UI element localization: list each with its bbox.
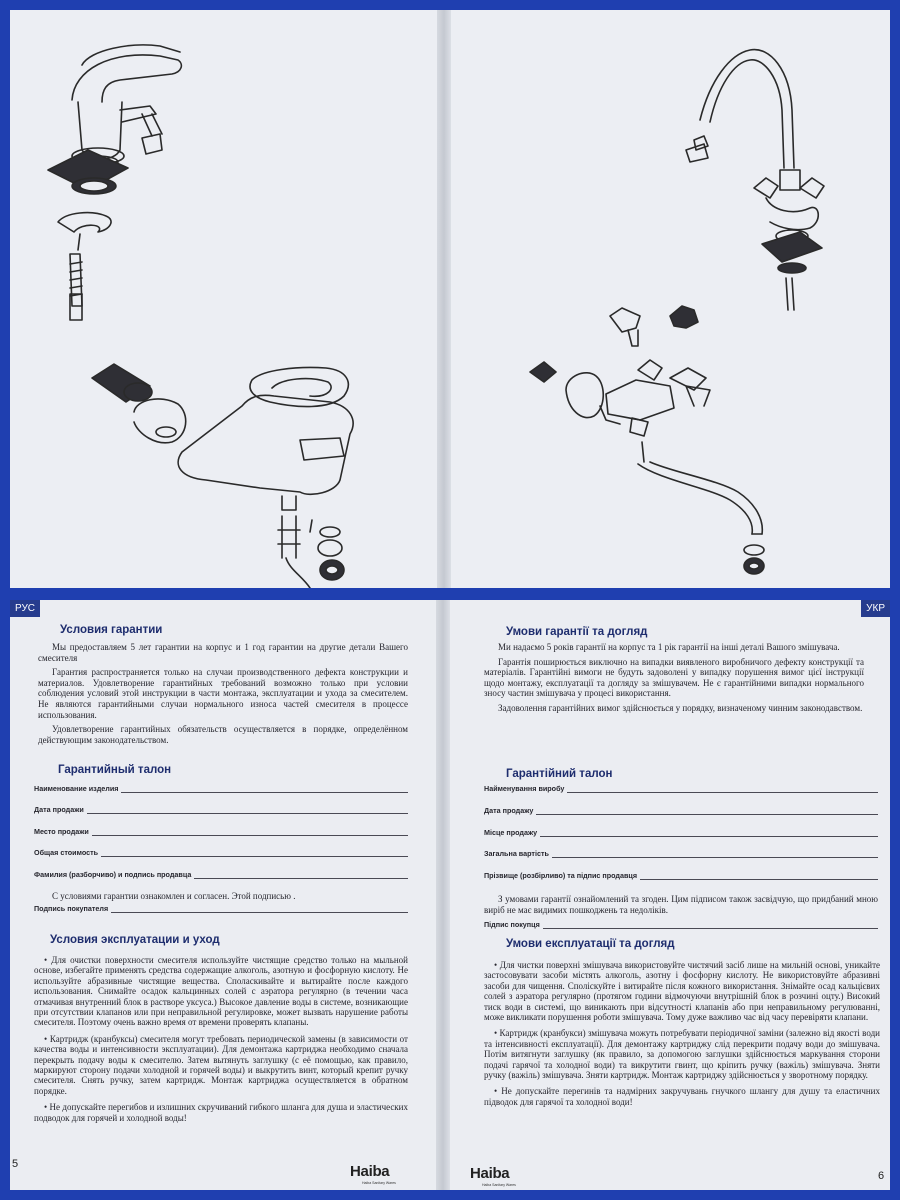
care-list xyxy=(484,960,880,1113)
warranty-card-title: Гарантійний талон xyxy=(506,768,613,780)
field-product-name: Найменування виробу xyxy=(484,784,878,793)
field-sale-place: Место продажи xyxy=(34,827,408,836)
basin-mixer-exploded-view xyxy=(48,45,181,320)
page-right-ua xyxy=(450,600,890,1190)
warranty-text xyxy=(484,642,864,718)
care-item: • Картридж (кранбукси) змішувача можуть потребувати періодичної заміни (залежно від якості води та інтенсивності експлуатації). Для демонтажу картриджу слід перекрити подачу води до змішувача. Потім витягнути заглушку (як правило, за допомогою заглушки здійснюється маркування сторони подачі гарячої та холодної води) та викрутити гвинт, що кріпить ручку (важіль) змішувача. Зняти ручку (важіль) змішувача. Зняти картридж. Монтаж картриджу здійснюється у зворотному порядку. xyxy=(484,1028,880,1081)
language-tab: РУС xyxy=(10,600,40,617)
field-total-price: Общая стоимость xyxy=(34,848,408,857)
kitchen-mixer-two-handle-swivel-spout xyxy=(686,50,824,310)
warranty-title: Условия гарантии xyxy=(60,624,163,636)
agreement-text: С условиями гарантии ознакомлен и согласен. Этой подписью . xyxy=(52,891,296,901)
warranty-paragraph: Гарантія поширюється виключно на випадки виявленого виробничого дефекту конструкцiї та матеріалів. Гарантійні вимоги не будуть задоволені у випадку порушення вимог цієї інструкції щодо монтажу, експлуатації та догляду за змішувачем. Не є гарантійними випадки нормального зносу частин змішувача у процесі використання. xyxy=(484,656,864,699)
warranty-paragraph: Гарантия распространяется только на случаи производственного дефекта конструкции и материалов. Удовлетворение гарантийных требований возможно только при условии соблюдения условий этой инструкции в части монтажа, эксплуатации и ухода за смесителем. Не являются гарантийными случаи нормального износа частей смесителя в процессе использования. xyxy=(38,667,408,720)
field-seller-signature: Прізвище (розбірливо) та підпис продавця xyxy=(484,871,878,880)
field-sale-date: Дата продажи xyxy=(34,805,408,814)
language-tab: УКР xyxy=(861,600,890,617)
field-total-price: Загальна вартість xyxy=(484,849,878,858)
brand-logo: Haiba xyxy=(350,1163,390,1180)
field-buyer-signature: Підпис покупця xyxy=(484,920,878,929)
care-item: • Для чистки поверхні змішувача використовуйте чистячий засіб лише на мильній основі, уникайте застосовувати засоби містять алкоголь, азотну і фосфорну кислоту. Не використовуйте абразивні засоби для чищення. Споліскуйте і витирайте після кожного використання. Знімайте осад кальцієвих солей з аэратора регулярно (протягом години відмочуючи внутрішній блок в розчині оцту.) Високий тиск води в системі, що виникають при відсутності клапанів або при неправильному регулюванні, може викликати порушення роботи змішувача. Тому дуже важливо час від часу перевіряти клапани. xyxy=(484,960,880,1023)
page-fold xyxy=(436,600,450,1190)
care-item: • Картридж (кранбуксы) смесителя могут требовать периодической замены (в зависимости от качества воды и интенсивности эксплуатации). Для демонтажа картриджа необходимо сначала перекрыть подачу воды к смесителю. Затем вытянуть заглушку (с её помощью, как правило, маркируют сторону подачи холодной и горячей воды) и выкрутить винт, который крепит ручку смесителя. Снять ручку, затем картридж. Монтаж картриджа осуществляется в обратном порядке. xyxy=(34,1033,408,1096)
care-title: Условия эксплуатации и уход xyxy=(50,934,220,946)
page-number: 6 xyxy=(878,1170,885,1182)
warranty-pages-photo xyxy=(10,600,890,1190)
warranty-paragraph: Мы предоставляем 5 лет гарантии на корпус и 1 год гарантии на другие детали Вашего смесителя xyxy=(38,642,408,663)
warranty-paragraph: Ми надаємо 5 років гарантії на корпус та 1 рік гарантії на інші деталі Вашого змішувача. xyxy=(498,642,840,652)
page-left-ru xyxy=(10,600,436,1190)
warranty-text xyxy=(38,642,408,749)
care-title: Умови експлуатації та догляд xyxy=(506,938,675,950)
brand-tagline: Haiba Sanitary Wares xyxy=(362,1181,396,1185)
page-number: 5 xyxy=(12,1158,19,1170)
brand-logo: Haiba xyxy=(470,1165,510,1182)
warranty-paragraph: Удовлетворение гарантийных обязательств осуществляется в порядке, определённом действующим законодательством. xyxy=(38,724,408,745)
bath-shower-mixer-single-lever xyxy=(92,364,353,588)
warranty-paragraph: Задоволення гарантійних вимог здійснюється у порядку, визначеному чинним законодавством. xyxy=(498,702,863,713)
field-seller-signature: Фамилия (разборчиво) и подпись продавца xyxy=(34,870,408,879)
field-sale-place: Місце продажу xyxy=(484,828,878,837)
warranty-card-title: Гарантийный талон xyxy=(58,764,172,776)
field-sale-date: Дата продажу xyxy=(484,806,878,815)
care-list xyxy=(34,955,408,1129)
manual-illustrations-photo xyxy=(10,10,890,588)
brand-tagline: Haiba Sanitary Wares xyxy=(482,1183,516,1187)
field-buyer-signature: Подпись покупателя xyxy=(34,904,408,913)
care-item: • Не допускайте перегинів та надмірних закручувань гнучкого шлангу для душу та еластичних підводок для гарячої та холодної води! xyxy=(484,1086,880,1107)
care-item: • Для очистки поверхности смесителя используйте чистящие средство только на мыльной основе, избегайте применять средства содержащие алкоголь, азотную и фосфорную кислоту. Не используйте абразивные чистящие вещества. Споласкивайте и вытирайте после каждого использования. Снимайте осадок кальцинных солей с аэратора регулярно (в течении часа отмачивая внутренний блок в растворе уксуса.) Высокое давление воды в системе, возникающие при отсутствии клапанов или при неправильной регулировке, может вызвать нарушение работы смесителя. Поэтому очень важно время от времени проверять клапаны. xyxy=(34,955,408,1028)
warranty-title: Умови гарантії та догляд xyxy=(506,626,648,638)
field-product-name: Наименование изделия xyxy=(34,784,408,793)
bath-mixer-two-handle-long-spout xyxy=(530,306,764,574)
agreement-text: З умовами гарантії ознайомлений та згоден. Цим підписом також засвідчую, що придбаний мною виріб не має видимих пошкоджень та недоліків. xyxy=(484,894,878,915)
care-item: • Не допускайте перегибов и излишних скручиваний гибкого шланга для душа и эластических подводок для горячей и холодной воды! xyxy=(34,1102,408,1123)
